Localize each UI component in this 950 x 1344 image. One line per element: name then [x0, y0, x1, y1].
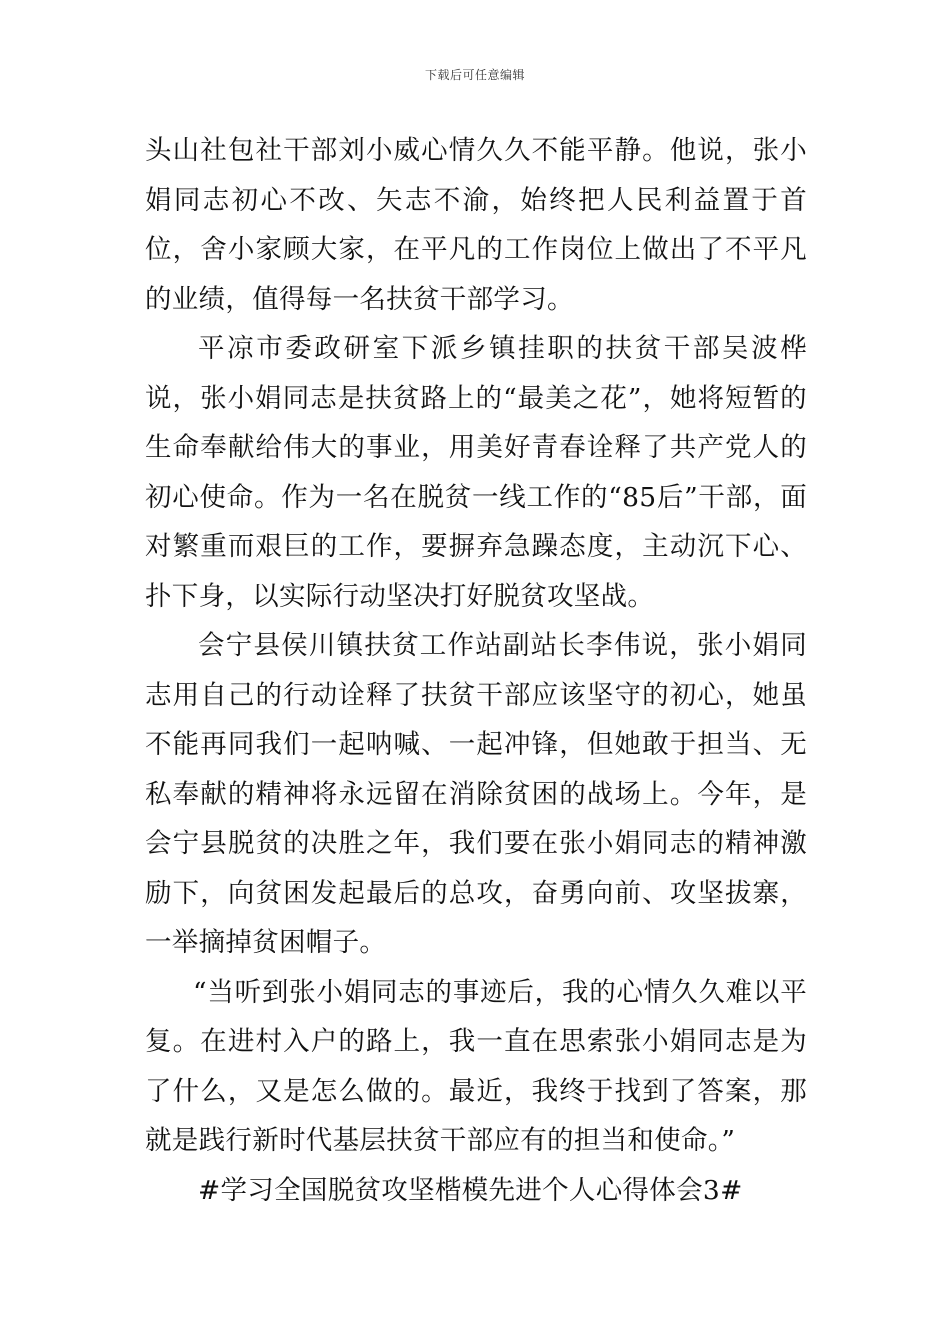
paragraph-quote: “当听到张小娟同志的事迹后，我的心情久久难以平复。在进村入户的路上，我一直在思索张小娟同志是为了什么，又是怎么做的。最近，我终于找到了答案，那就是践行新时代基层扶贫干部应有的担当和使命。”: [145, 976, 807, 1156]
paragraph-li-wei: 会宁县侯川镇扶贫工作站副站长李伟说，张小娟同志用自己的行动诠释了扶贫干部应该坚守的初心，她虽不能再同我们一起呐喊、一起冲锋，但她敢于担当、无私奉献的精神将永远留在消除贫困的战场上。今年，是会宁县脱贫的决胜之年，我们要在张小娟同志的精神激励下，向贫困发起最后的总攻，奋勇向前、攻坚拔寨，一举摘掉贫困帽子。: [145, 630, 807, 958]
paragraph-continuation: 头山社包社干部刘小威心情久久不能平静。他说，张小娟同志初心不改、矢志不渝，始终把人民利益置于首位，舍小家顾大家，在平凡的工作岗位上做出了不平凡的业绩，值得每一名扶贫干部学习。: [145, 135, 807, 315]
section-heading: #学习全国脱贫攻坚楷模先进个人心得体会3#: [198, 1174, 743, 1206]
document-body: [145, 126, 807, 1215]
header-note: 下载后可任意编辑: [424, 68, 525, 82]
paragraph-wu-bohua: 平凉市委政研室下派乡镇挂职的扶贫干部吴波桦说，张小娟同志是扶贫路上的“最美之花”，她将短暂的生命奉献给伟大的事业，用美好青春诠释了共产党人的初心使命。作为一名在脱贫一线工作的“85后”干部，面对繁重而艰巨的工作，要摒弃急躁态度，主动沉下心、扑下身，以实际行动坚决打好脱贫攻坚战。: [145, 333, 807, 612]
